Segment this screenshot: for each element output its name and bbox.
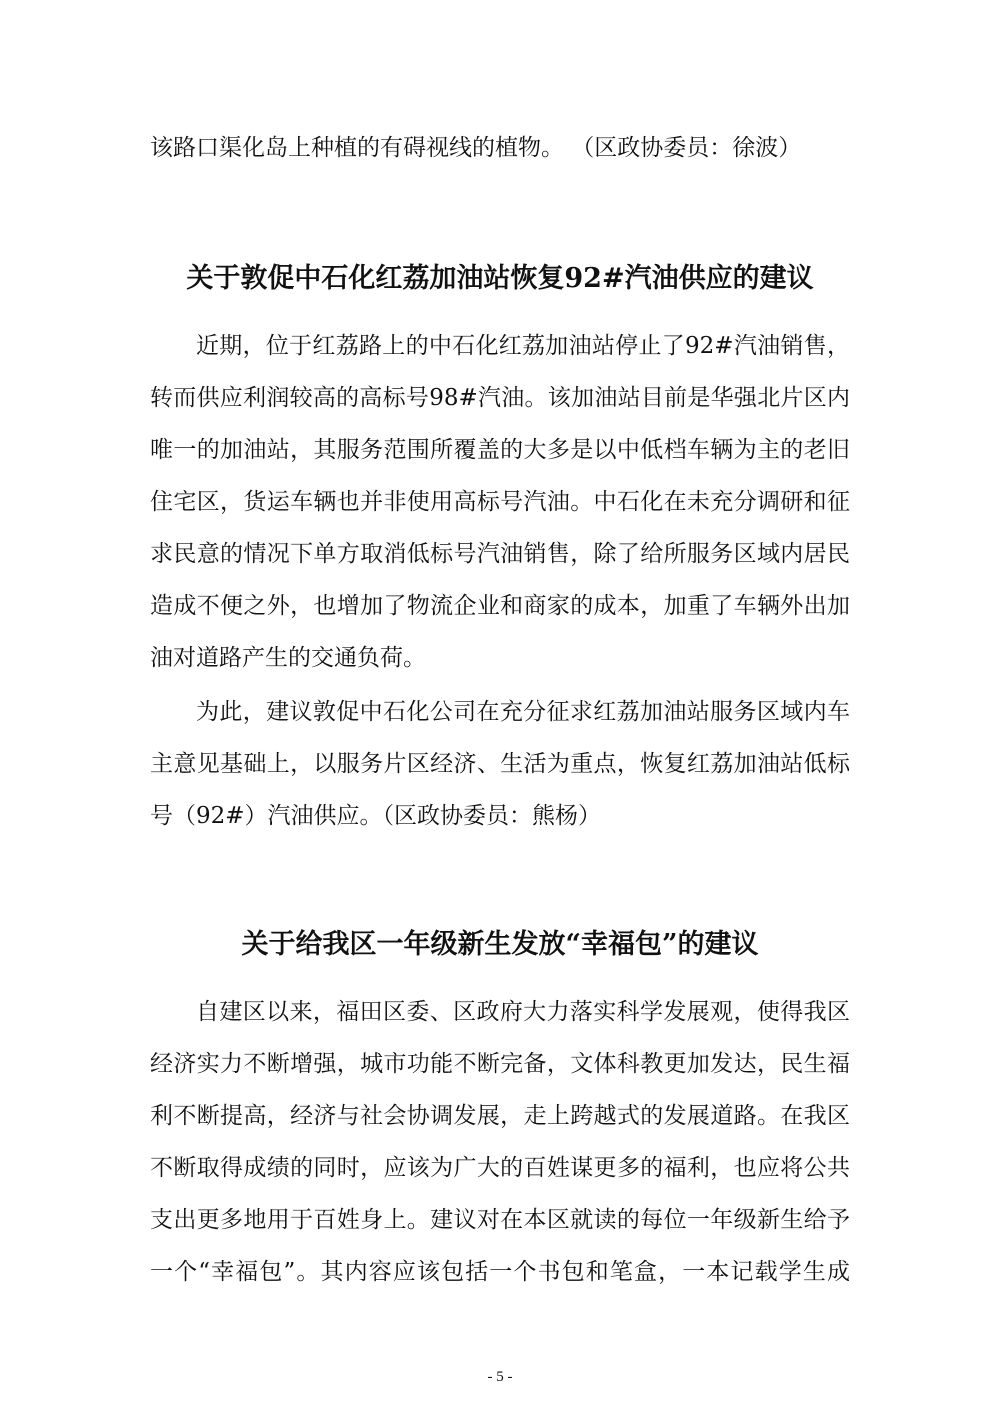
section1-para2-line: 主意见基础上，以服务片区经济、生活为重点，恢复红荔加油站低标 (150, 751, 850, 777)
section2-para1-line: 利不断提高，经济与社会协调发展，走上跨越式的发展道路。在我区 (150, 1103, 850, 1129)
section1-para1-line: 唯一的加油站，其服务范围所覆盖的大多是以中低档车辆为主的老旧 (150, 437, 850, 463)
section1-para1-line: 近期，位于红荔路上的中石化红荔加油站停止了92#汽油销售， (196, 333, 850, 359)
page-number: - 5 - (487, 1369, 513, 1385)
section2-para1-line: 支出更多地用于百姓身上。建议对在本区就读的每位一年级新生给予 (150, 1207, 850, 1233)
section1-para2-line: 为此，建议敦促中石化公司在充分征求红荔加油站服务区域内车 (196, 699, 850, 725)
section2-title: 关于给我区一年级新生发放“幸福包”的建议 (241, 929, 759, 960)
section1-para1-line: 造成不便之外，也增加了物流企业和商家的成本，加重了车辆外出加 (150, 593, 850, 619)
section1-para1-line: 油对道路产生的交通负荷。 (150, 645, 426, 671)
section1-para1-line: 求民意的情况下单方取消低标号汽油销售，除了给所服务区域内居民 (150, 541, 850, 567)
section2-para1-line: 不断取得成绩的同时，应该为广大的百姓谋更多的福利，也应将公共 (150, 1155, 850, 1181)
section1-para1-line: 住宅区，货运车辆也并非使用高标号汽油。中石化在未充分调研和征 (150, 489, 850, 515)
section1-para2-line: 号（92#）汽油供应。（区政协委员：熊杨） (150, 803, 602, 829)
section1-title: 关于敦促中石化红荔加油站恢复92#汽油供应的建议 (186, 263, 814, 294)
section2-para1-line: 经济实力不断增强，城市功能不断完备，文体科教更加发达，民生福 (150, 1051, 850, 1077)
section2-para1-line: 自建区以来，福田区委、区政府大力落实科学发展观，使得我区 (196, 999, 850, 1025)
section2-para1-line: 一个“幸福包”。其内容应该包括一个书包和笔盒，一本记载学生成 (150, 1259, 850, 1285)
intro-line: 该路口渠化岛上种植的有碍视线的植物。 （区政协委员：徐波） (150, 135, 802, 161)
section1-para1-line: 转而供应利润较高的高标号98#汽油。该加油站目前是华强北片区内 (150, 385, 850, 411)
